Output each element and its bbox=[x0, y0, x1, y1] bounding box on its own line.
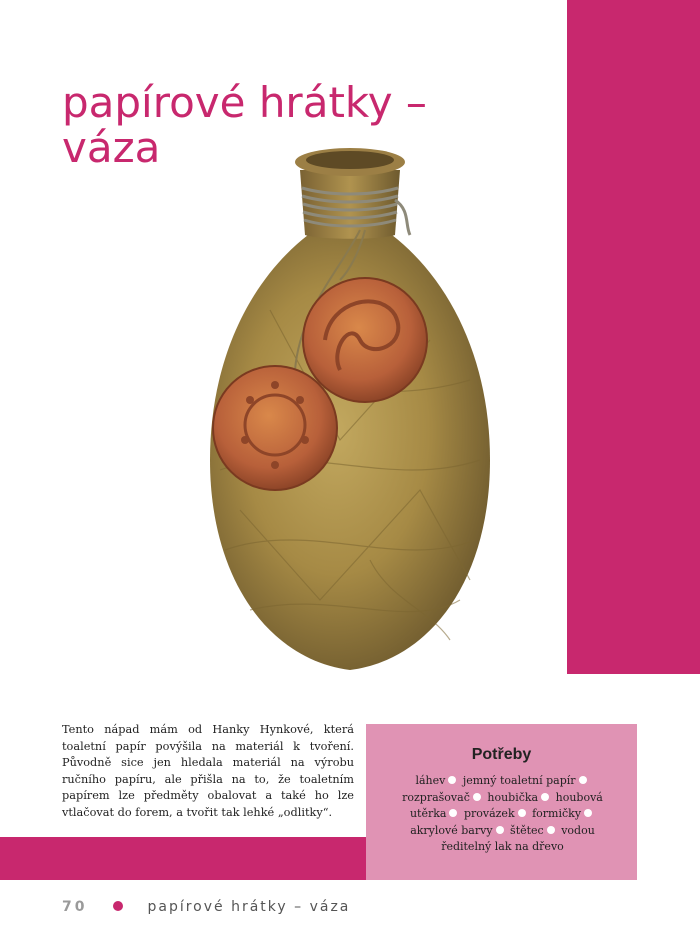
title-line-1: papírové hrátky – bbox=[62, 78, 427, 127]
vase-illustration bbox=[190, 140, 510, 680]
supply-item: jemný toaletní papír bbox=[462, 774, 576, 787]
intro-paragraph: Tento nápad mám od Hanky Hynkové, která toaletní papír povýšila na materiál k tvoření. Původně sice jen hledala materiál na výrobu ručního papíru, ale přišla na to, že toaletním papírem lze předměty obalovat a také ho lze vtlačovat do forem, a tvořit tak lehké „odlitky“. bbox=[62, 723, 354, 819]
supply-item: formičky bbox=[532, 807, 582, 820]
vase-photo bbox=[190, 140, 510, 680]
supply-item: houbička bbox=[487, 790, 539, 804]
bullet-dot-icon bbox=[518, 809, 526, 817]
bullet-dot-icon bbox=[584, 809, 592, 817]
bullet-dot-icon bbox=[449, 809, 457, 817]
supply-item: houbová utěrka bbox=[409, 790, 603, 820]
supply-item: rozprašovač bbox=[402, 790, 470, 804]
supply-item: provázek bbox=[463, 807, 515, 820]
bullet-dot-icon bbox=[541, 793, 549, 801]
supply-item: akrylové barvy bbox=[410, 823, 493, 837]
page-footer bbox=[62, 899, 350, 915]
supply-item: láhev bbox=[415, 774, 446, 787]
footer-dot-icon bbox=[113, 901, 123, 911]
bullet-dot-icon bbox=[448, 776, 456, 784]
page-number: 70 bbox=[62, 899, 88, 915]
magenta-bottom-band bbox=[0, 837, 366, 880]
bullet-dot-icon bbox=[547, 826, 555, 834]
bullet-dot-icon bbox=[473, 793, 481, 801]
magenta-side-band bbox=[567, 0, 700, 674]
supplies-list bbox=[392, 773, 613, 856]
bullet-dot-icon bbox=[496, 826, 504, 834]
supplies-box bbox=[366, 724, 637, 880]
title-line-2: váza bbox=[62, 123, 161, 172]
footer-chapter-title: papírové hrátky – váza bbox=[147, 899, 351, 915]
supply-item: štětec bbox=[510, 823, 544, 837]
supply-item: vodou ředitelný lak na dřevo bbox=[441, 823, 595, 853]
supplies-title: Potřeby bbox=[471, 746, 532, 763]
bullet-dot-icon bbox=[579, 776, 587, 784]
